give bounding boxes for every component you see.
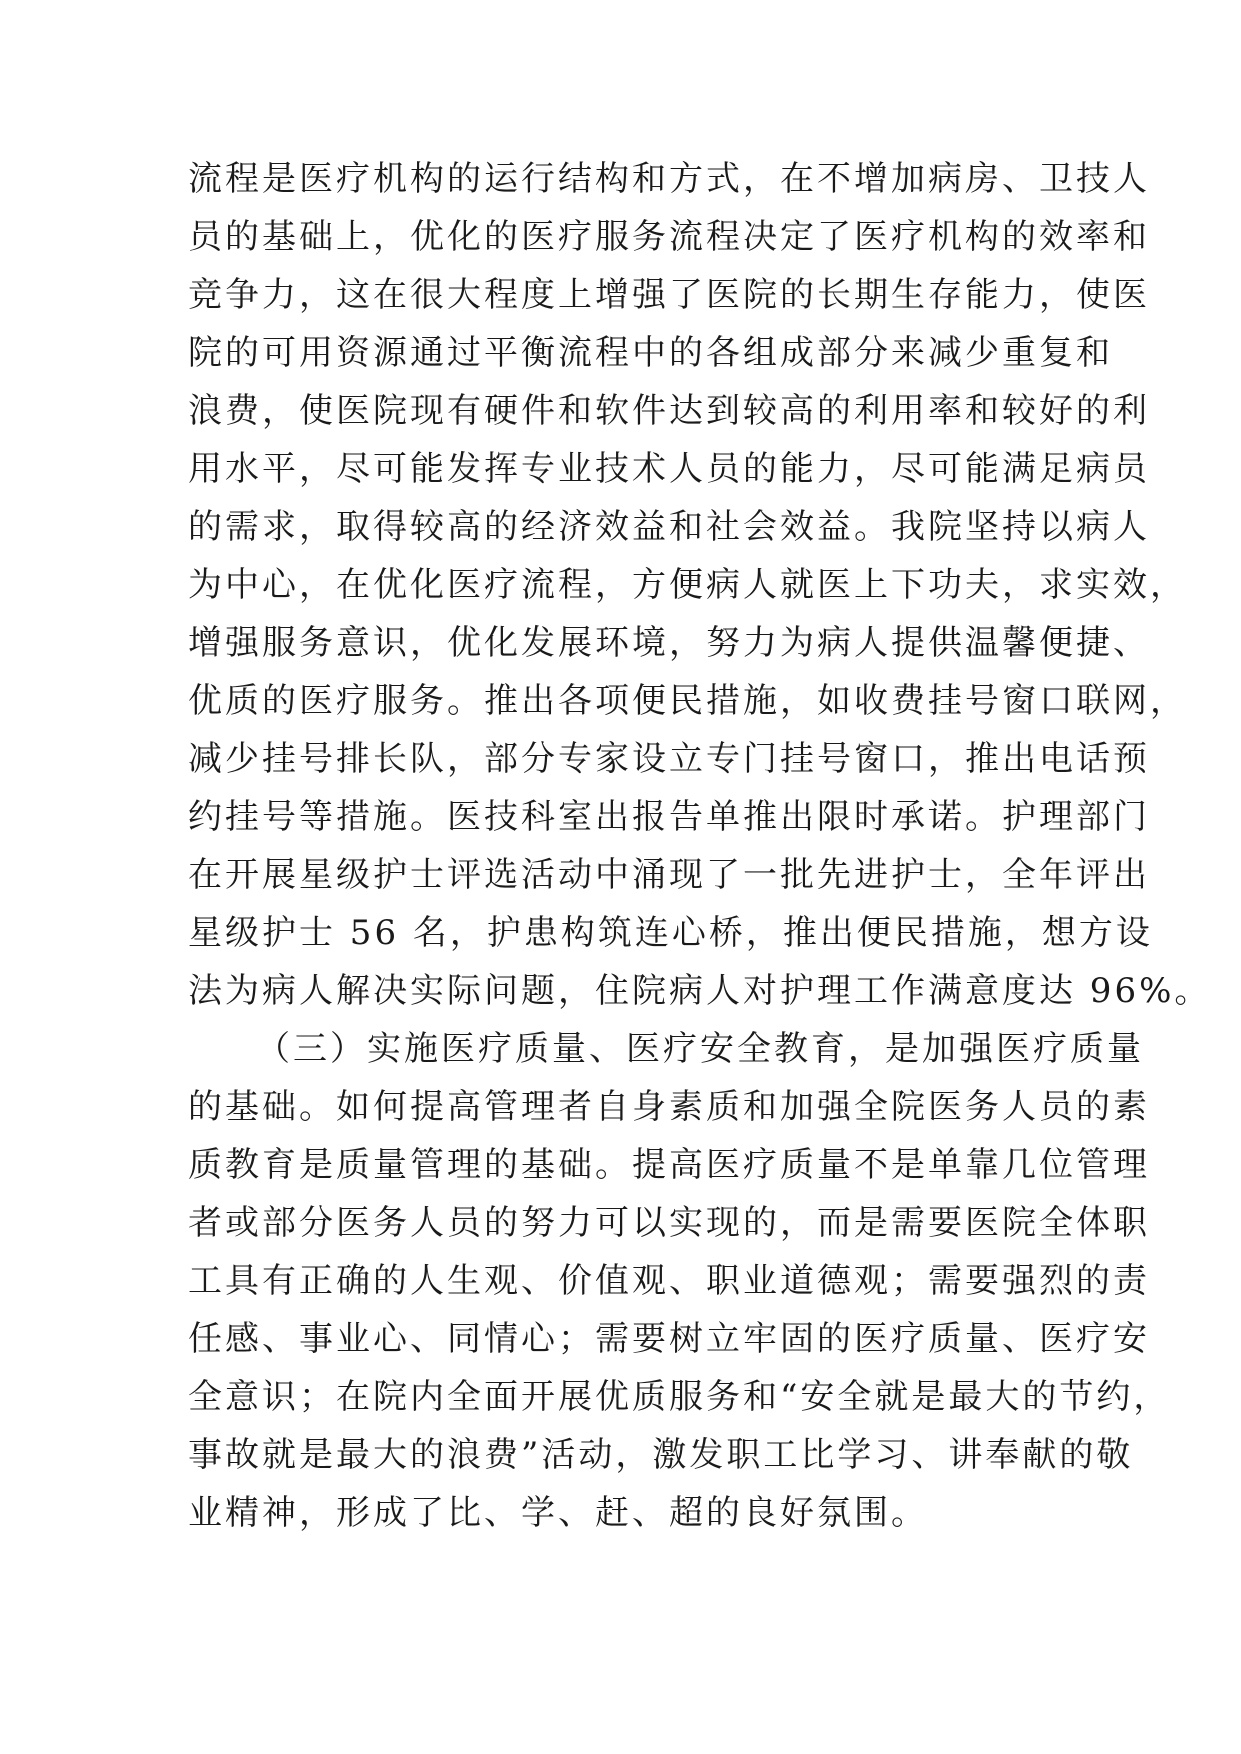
- text-line: 约挂号等措施。医技科室出报告单推出限时承诺。护理部门: [188, 797, 1150, 837]
- paragraph-start-line: （三）实施医疗质量、医疗安全教育，是加强医疗质量: [256, 1029, 1144, 1069]
- text-line: 减少挂号排长队，部分专家设立专门挂号窗口，推出电话预: [188, 739, 1150, 779]
- text-line: 的基础。如何提高管理者自身素质和加强全院医务人员的素: [188, 1087, 1150, 1127]
- text-line: 星级护士 56 名，护患构筑连心桥，推出便民措施，想方设: [188, 913, 1153, 953]
- text-line: 员的基础上，优化的医疗服务流程决定了医疗机构的效率和: [188, 217, 1150, 257]
- text-line: 院的可用资源通过平衡流程中的各组成部分来减少重复和: [188, 333, 1113, 373]
- text-line: 为中心，在优化医疗流程，方便病人就医上下功夫，求实效，: [188, 565, 1187, 605]
- text-line: 法为病人解决实际问题，住院病人对护理工作满意度达 96%。: [188, 971, 1212, 1011]
- text-line: 业精神，形成了比、学、赶、超的良好氛围。: [188, 1493, 928, 1533]
- text-line: 任感、事业心、同情心；需要树立牢固的医疗质量、医疗安: [188, 1319, 1150, 1359]
- text-line: 事故就是最大的浪费”活动，激发职工比学习、讲奉献的敬: [188, 1435, 1134, 1475]
- text-line: 质教育是质量管理的基础。提高医疗质量不是单靠几位管理: [188, 1145, 1150, 1185]
- text-line: 浪费，使医院现有硬件和软件达到较高的利用率和较好的利: [188, 391, 1150, 431]
- text-line: 在开展星级护士评选活动中涌现了一批先进护士，全年评出: [188, 855, 1150, 895]
- text-line: 者或部分医务人员的努力可以实现的，而是需要医院全体职: [188, 1203, 1150, 1243]
- text-line: 的需求，取得较高的经济效益和社会效益。我院坚持以病人: [188, 507, 1150, 547]
- body-text: [188, 150, 1212, 1542]
- text-line: 优质的医疗服务。推出各项便民措施，如收费挂号窗口联网，: [188, 681, 1187, 721]
- text-line: 工具有正确的人生观、价值观、职业道德观；需要强烈的责: [188, 1261, 1150, 1301]
- text-line: 竞争力，这在很大程度上增强了医院的长期生存能力，使医: [188, 275, 1150, 315]
- text-line: 全意识；在院内全面开展优质服务和“安全就是最大的节约，: [188, 1377, 1171, 1417]
- text-line: 用水平，尽可能发挥专业技术人员的能力，尽可能满足病员: [188, 449, 1150, 489]
- text-line: 增强服务意识，优化发展环境，努力为病人提供温馨便捷、: [188, 623, 1150, 663]
- text-line: 流程是医疗机构的运行结构和方式，在不增加病房、卫技人: [188, 159, 1150, 199]
